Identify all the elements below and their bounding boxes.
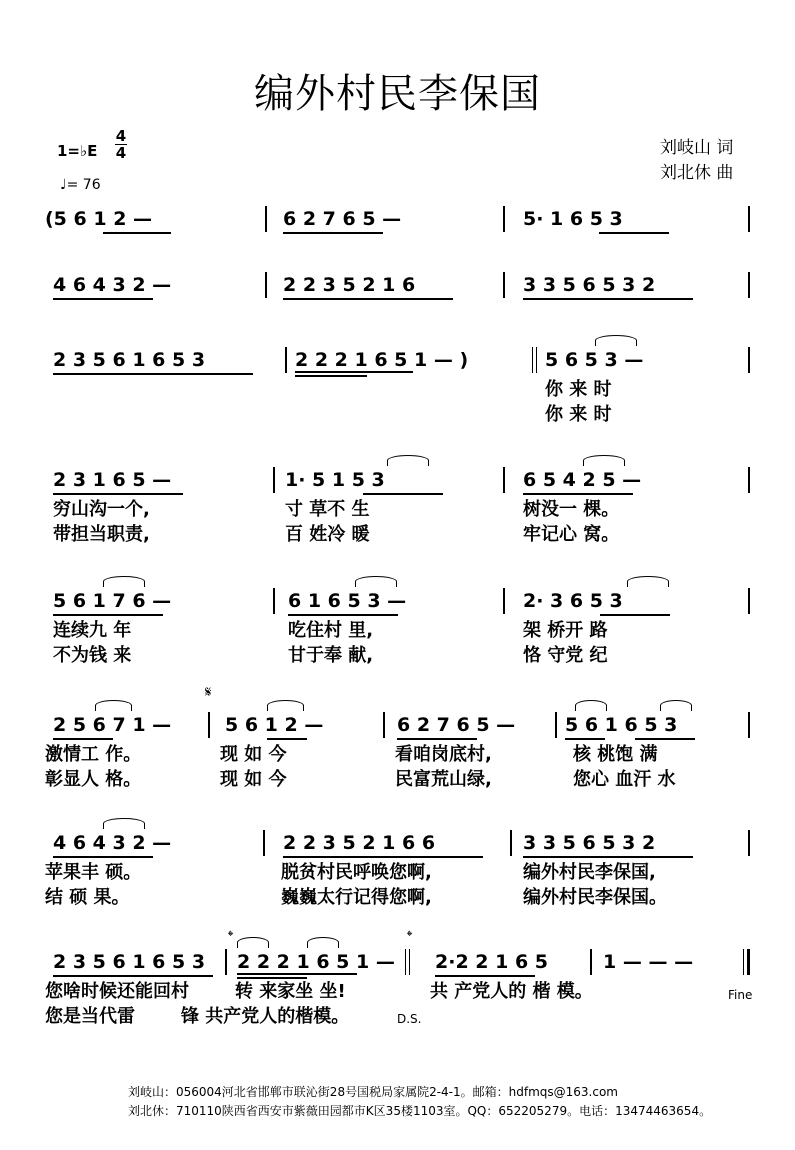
bar-7-1: 4 6 4 3 2 — — [53, 832, 172, 854]
lyric-6b-2: 现 如 今 — [220, 769, 287, 790]
lyric-7c-2: 编外村民李保国。 — [523, 887, 667, 908]
bar-5-2: 6 1 6 5 3 — — [288, 590, 407, 612]
lyric-line-2: 你 来 时 — [545, 404, 612, 425]
slur — [307, 937, 339, 948]
lyric-6c-1: 看咱岗底村, — [395, 744, 492, 765]
lyric-5a-2: 不为钱 来 — [53, 645, 132, 666]
beam-underline — [295, 375, 367, 377]
bar-4-1: 2 3 1 6 5 — — [53, 469, 172, 491]
bar-2-1: 4 6 4 3 2 — — [53, 274, 172, 296]
repeat-barline — [405, 949, 406, 975]
beam-underline — [53, 373, 253, 375]
lyric-6d-1: 核 桃饱 满 — [573, 744, 658, 765]
lyric-8c-1: 共 产党人的 楷 模。 — [430, 981, 593, 1002]
bar-1-2: 6 2 7 6 5 — — [283, 208, 402, 230]
beam-underline — [53, 298, 153, 300]
barline — [510, 830, 512, 856]
bar-3-3: 5 6 5 3 — — [545, 349, 644, 371]
fine-marking: Fine — [728, 988, 753, 1002]
composer-credit: 刘北休 曲 — [660, 163, 734, 183]
final-barline — [743, 949, 744, 975]
lyric-6c-2: 民富荒山绿, — [395, 769, 492, 790]
slur — [595, 335, 637, 346]
lyric-8a-2: 您是当代雷 — [45, 1006, 135, 1027]
tempo-marking: ♩= 76 — [60, 177, 101, 193]
page-title: 编外村民李保国 — [254, 71, 541, 117]
lyric-5c-1: 架 桥开 路 — [523, 620, 608, 641]
barline — [748, 272, 750, 298]
bar-8-4: 1 — — — — [603, 951, 694, 973]
bar-3-1: 2 3 5 6 1 6 5 3 — [53, 349, 206, 371]
bar-6-2: 5 6 1 2 — — [225, 714, 324, 736]
beam-underline — [283, 298, 453, 300]
slur — [627, 576, 669, 587]
bar-8-1: 2 3 5 6 1 6 5 3 — [53, 951, 206, 973]
lyric-8a-1: 您啥时候还能回村 — [45, 981, 189, 1002]
beam-underline — [283, 232, 383, 234]
slur — [95, 700, 132, 711]
slur — [583, 455, 625, 466]
bar-5-3: 2· 3 6 5 3 — [523, 590, 623, 612]
beam-underline — [523, 298, 693, 300]
barline — [748, 467, 750, 493]
lyric-4b-1: 寸 草不 生 — [285, 499, 370, 520]
key-signature: 1=♭E — [57, 142, 98, 160]
lyric-7c-1: 编外村民李保国, — [523, 862, 656, 883]
barline — [748, 347, 750, 373]
lyric-7a-2: 结 硕 果。 — [45, 887, 130, 908]
slur — [237, 937, 269, 948]
footer-line-2: 刘北休：710110陕西省西安市紫薇田园都市K区35楼1103室。QQ：652205279。电话：13474463654。 — [128, 1104, 712, 1118]
lyric-5b-2: 甘于奉 献, — [288, 645, 374, 666]
barline — [590, 949, 592, 975]
bar-4-3: 6 5 4 2 5 — — [523, 469, 642, 491]
lyric-5b-1: 吃住村 里, — [288, 620, 374, 641]
barline — [265, 206, 267, 232]
barline — [273, 467, 275, 493]
lyric-7a-1: 苹果丰 硕。 — [45, 862, 142, 883]
slur — [575, 700, 607, 711]
bar-2-2: 2 2 3 5 2 1 6 — [283, 274, 416, 296]
barline — [503, 467, 505, 493]
lyric-4c-1: 树没一 棵。 — [523, 499, 620, 520]
barline — [383, 712, 385, 738]
beam-underline — [600, 614, 670, 616]
lyric-6a-1: 激情工 作。 — [45, 744, 142, 765]
lyric-4a-2: 带担当职责, — [53, 524, 150, 545]
slur — [267, 700, 304, 711]
barline — [285, 347, 287, 373]
beam-underline — [295, 371, 413, 373]
barline — [748, 206, 750, 232]
bar-1-3: 5· 1 6 5 3 — [523, 208, 623, 230]
ds-marking: D.S. — [397, 1012, 422, 1026]
slur — [660, 700, 692, 711]
bar-2-3: 3 3 5 6 5 3 2 — [523, 274, 656, 296]
bar-3-2: 2 2 2 1 6 5 1 — ) — [295, 349, 469, 371]
barline — [208, 712, 210, 738]
lyric-8b-1: 转 来家坐 坐! — [235, 981, 346, 1002]
beam-underline — [599, 232, 669, 234]
footer-line-1: 刘岐山：056004河北省邯郸市联沁街28号国税局家属院2-4-1。邮箱：hdfmqs@163.com — [128, 1085, 618, 1099]
slur — [103, 576, 145, 587]
barline — [503, 206, 505, 232]
slur — [355, 576, 397, 587]
bar-6-4: 5 6 1 6 5 3 — [565, 714, 678, 736]
lyricist-credit: 刘岐山 词 — [660, 138, 734, 158]
lyric-6b-1: 现 如 今 — [220, 744, 287, 765]
barline — [273, 588, 275, 614]
bar-8-2: 2 2 2 1 6 5 1 — — [237, 951, 395, 973]
lyric-6a-2: 彰显人 格。 — [45, 769, 142, 790]
lyric-8b-2: 锋 共产党人的楷模。 — [181, 1006, 350, 1027]
beam-underline — [103, 232, 171, 234]
barline — [263, 830, 265, 856]
lyric-5c-2: 恪 守党 纪 — [523, 645, 608, 666]
lyric-7b-2: 巍巍太行记得您啊, — [281, 887, 432, 908]
bar-8-3: 2·2 2 1 6 5 — [435, 951, 548, 973]
beam-underline — [237, 973, 357, 975]
slur — [387, 455, 429, 466]
time-signature-bottom: 4 — [115, 144, 127, 162]
double-barline — [532, 347, 533, 373]
bar-6-3: 6 2 7 6 5 — — [397, 714, 516, 736]
barline — [265, 272, 267, 298]
bar-7-3: 3 3 5 6 5 3 2 — [523, 832, 656, 854]
lyric-5a-1: 连续九 年 — [53, 620, 132, 641]
barline — [748, 588, 750, 614]
bar-7-2: 2 2 3 5 2 1 6 6 — [283, 832, 436, 854]
bar-1-1: (5 6 1 2 — — [45, 208, 153, 230]
time-signature — [115, 128, 127, 161]
barline — [748, 830, 750, 856]
barline — [503, 588, 505, 614]
time-signature-top: 4 — [115, 127, 127, 145]
barline — [555, 712, 557, 738]
coda-sign-1: 𝄌 — [228, 927, 234, 945]
segno-sign: 𝄋 — [205, 683, 212, 701]
lyric-4a-1: 穷山沟一个, — [53, 499, 150, 520]
slur — [103, 818, 145, 829]
lyric-7b-1: 脱贫村民呼唤您啊, — [281, 862, 432, 883]
lyric-4c-2: 牢记心 窝。 — [523, 524, 620, 545]
coda-sign-2: 𝄌 — [407, 927, 413, 945]
bar-4-2: 1· 5 1 5 3 — [285, 469, 385, 491]
lyric-6d-2: 您心 血汗 水 — [573, 769, 676, 790]
barline — [225, 949, 227, 975]
bar-6-1: 2 5 6 7 1 — — [53, 714, 172, 736]
barline — [748, 712, 750, 738]
bar-5-1: 5 6 1 7 6 — — [53, 590, 172, 612]
lyric-4b-2: 百 姓冷 暖 — [285, 524, 370, 545]
lyric-line-1: 你 来 时 — [545, 379, 612, 400]
beam-underline — [363, 493, 443, 495]
barline — [503, 272, 505, 298]
